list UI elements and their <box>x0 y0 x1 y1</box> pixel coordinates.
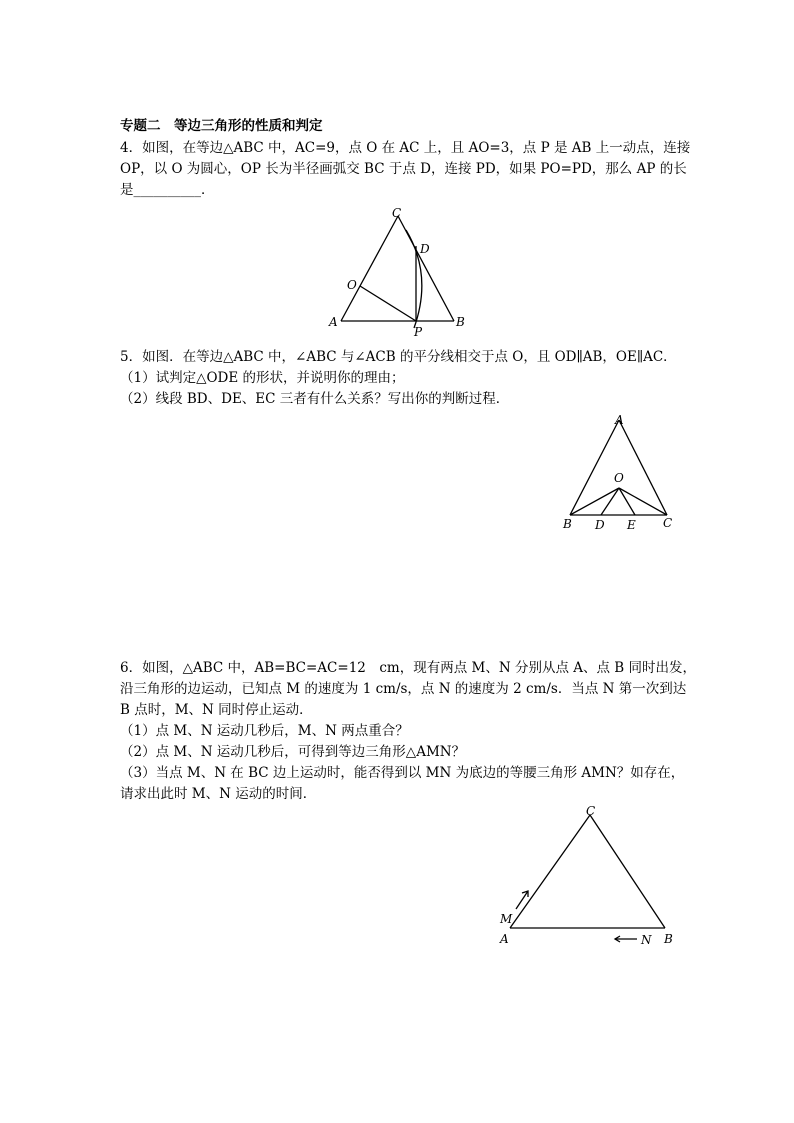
section-title: 专题二 等边三角形的性质和判定 <box>120 118 323 134</box>
q4-line-3: 是__________． <box>120 182 215 198</box>
q4-label-p: P <box>414 325 423 339</box>
q6-arrow-m <box>516 891 528 909</box>
q4-figure <box>320 200 480 340</box>
q5-part-1: （1）试判定△ODE 的形状，并说明你的理由； <box>120 370 405 386</box>
q6-label-n: N <box>641 933 652 947</box>
q5-segment-od <box>601 488 619 515</box>
q5-line-1: 5．如图．在等边△ABC 中，∠ABC 与∠ACB 的平分线相交于点 O，且 OD∥AB，OE∥AC． <box>120 349 677 365</box>
q5-figure <box>555 405 685 535</box>
q6-label-c: C <box>586 804 596 818</box>
q5-label-a: A <box>615 413 624 427</box>
q5-label-b: B <box>563 517 572 531</box>
q5-label-o: O <box>614 471 624 485</box>
q6-label-b: B <box>664 932 673 946</box>
q5-label-c: C <box>663 516 673 530</box>
q6-line-1: 6．如图，△ABC 中，AB=BC=AC=12 cm，现有两点 M、N 分别从点 A、点 B 同时出发， <box>120 660 696 676</box>
q5-label-e: E <box>627 518 636 532</box>
q6-label-a: A <box>500 932 509 946</box>
q6-line-2: 沿三角形的边运动，已知点 M 的速度为 1 cm/s，点 N 的速度为 2 cm/s．当点 N 第一次到达 <box>120 681 687 697</box>
q6-part-3: （3）当点 M、N 在 BC 边上运动时，能否得到以 MN 为底边的等腰三角形 AMN？如存在， <box>120 765 685 781</box>
q4-side-ac <box>341 216 398 321</box>
q5-side-ab <box>570 420 619 515</box>
q6-part-2: （2）点 M、N 运动几秒后，可得到等边三角形△AMN？ <box>120 744 466 760</box>
q5-label-d: D <box>595 518 605 532</box>
q4-label-a: A <box>329 315 338 329</box>
q6-label-m: M <box>500 912 513 926</box>
q6-line-3: B 点时，M、N 同时停止运动． <box>120 702 313 718</box>
q4-label-d: D <box>420 242 430 256</box>
q4-label-b: B <box>456 315 465 329</box>
q6-side-ac <box>510 815 590 928</box>
q4-line-1: 4．如图，在等边△ABC 中，AC=9，点 O 在 AC 上，且 AO=3，点 P 是 AB 上一动点，连接 <box>120 140 691 156</box>
q5-part-2: （2）线段 BD、DE、EC 三者有什么关系？写出你的判断过程． <box>120 391 510 407</box>
q6-figure <box>495 800 685 950</box>
q4-line-2: OP，以 O 为圆心，OP 长为半径画弧交 BC 于点 D，连接 PD，如果 PO=PD，那么 AP 的长 <box>120 161 687 177</box>
q6-part-3b: 请求出此时 M、N 运动的时间． <box>120 786 317 802</box>
q6-side-bc <box>590 815 665 928</box>
q4-label-c: C <box>392 206 402 220</box>
q4-segment-op <box>360 286 416 321</box>
q6-part-1: （1）点 M、N 运动几秒后，M、N 两点重合？ <box>120 723 409 739</box>
q4-label-o: O <box>347 278 357 292</box>
